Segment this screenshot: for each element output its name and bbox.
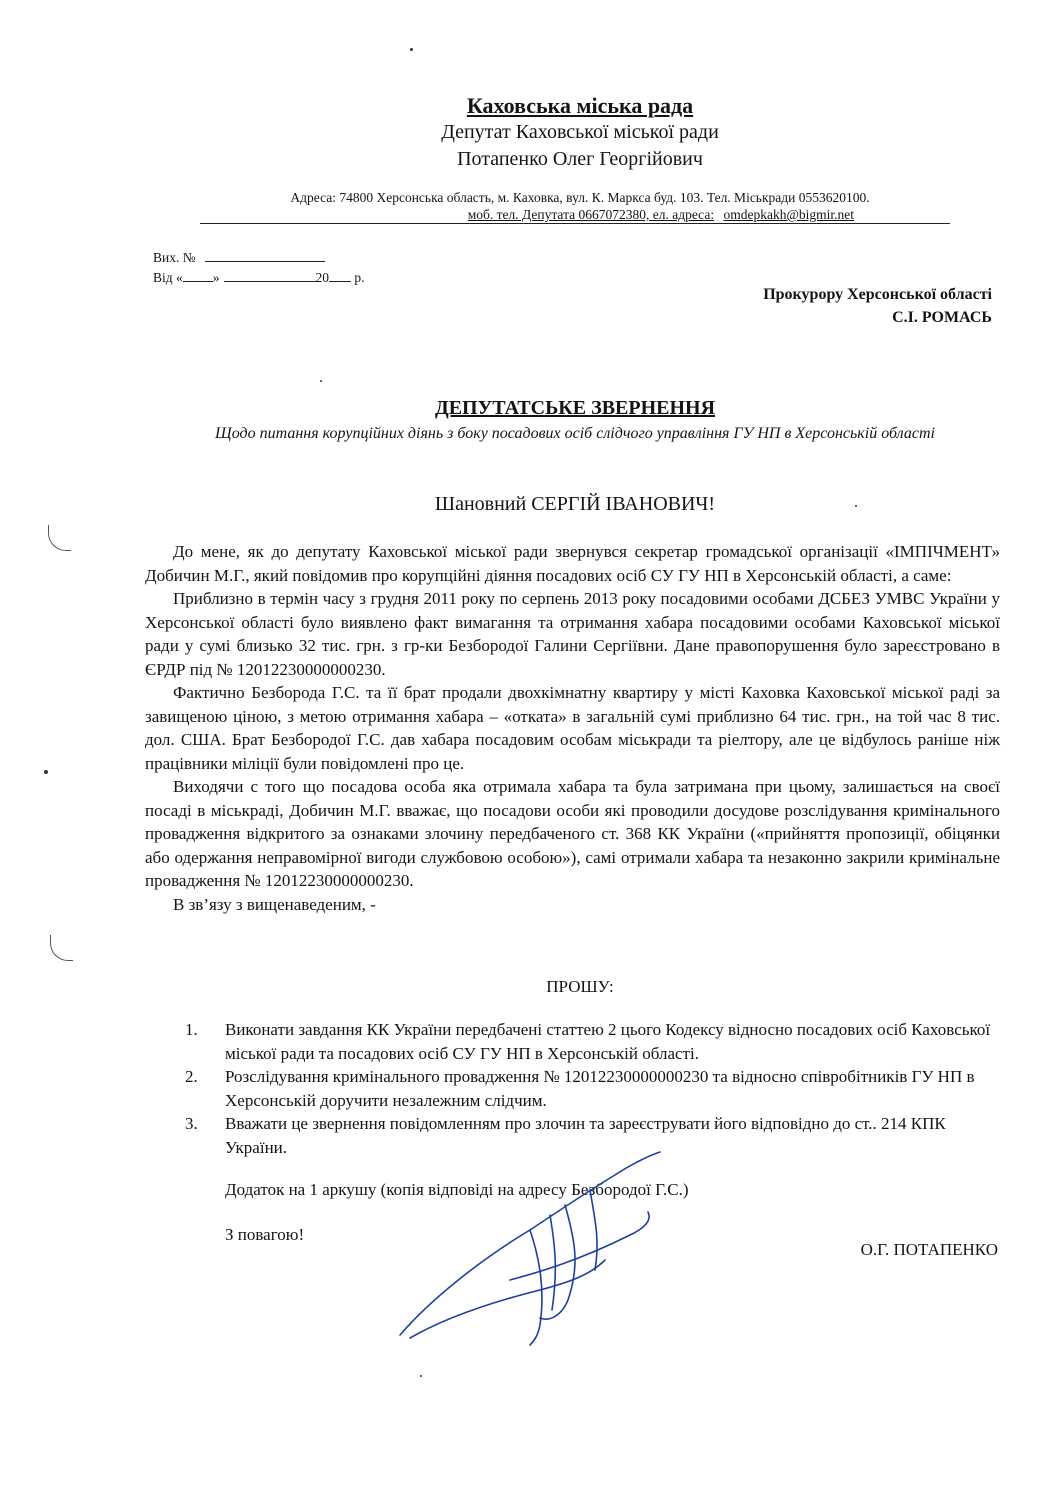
outgoing-number-label: Вих. № — [153, 250, 196, 265]
list-item-number: 2. — [185, 1067, 198, 1086]
list-item-text: Виконати завдання КК України передбачені статтею 2 цього Кодексу відносно посадових осіб Каховської міської ради та посадових осіб СУ ГУ НП в Херсонській області. — [225, 1020, 991, 1063]
address-line-2 — [200, 207, 950, 224]
document-subtitle: Щодо питання корупційних діянь з боку посадових осіб слідчого управління ГУ НП в Херсонській області — [215, 425, 935, 442]
body-paragraph: До мене, як до депутату Каховської міської ради звернувся секретар громадської організації «ІМПІЧМЕНТ» Добичин М.Г., який повідомив про корупційні діяння посадових осіб СУ ГУ НП в Херсонській області, а саме: — [145, 542, 1000, 585]
council-name: Каховська міська рада — [466, 93, 694, 118]
list-item-number: 1. — [185, 1020, 198, 1039]
date-mid: » — [212, 270, 220, 285]
list-item-text: Вважати це звернення повідомленням про злочин та зареєструвати його відповідно до ст.. 214 КПК України. — [225, 1114, 946, 1157]
request-heading: ПРОШУ: — [546, 977, 614, 996]
deputy-name: Потапенко Олег Георгійович — [457, 148, 703, 170]
outgoing-number — [153, 249, 325, 266]
recipient-block — [763, 283, 992, 329]
contact-phone-text: моб. тел. Депутата 0667072380, ел. адреса: — [467, 207, 715, 222]
closing-regards: З повагою! — [225, 1225, 305, 1244]
date-suffix: р. — [354, 270, 365, 285]
list-item-number: 3. — [185, 1114, 198, 1133]
recipient-line-1: Прокурору Херсонської області — [763, 286, 992, 303]
greeting: Шановний СЕРГІЙ ІВАНОВИЧ! — [434, 493, 716, 515]
address-line-1: Адреса: 74800 Херсонська область, м. Каховка, вул. К. Маркса буд. 103. Тел. Міськради 0553620100. — [290, 190, 870, 205]
request-list — [185, 1018, 1000, 1159]
body-text — [145, 540, 1000, 916]
body-paragraph: В зв’язу з вищенаведеним, - — [173, 894, 376, 914]
list-item-text: Розслідування кримінального провадження № 12012230000000230 та відносно співробітників ГУ НП в Херсонській доручити незалежним слідчим. — [225, 1067, 975, 1110]
recipient-line-2: С.І. РОМАСЬ — [892, 309, 992, 326]
attachment-note: Додаток на 1 аркушу (копія відповіді на адресу Безбородої Г.С.) — [225, 1180, 689, 1199]
body-paragraph: Приблизно в термін часу з грудня 2011 року по серпень 2013 року посадовими особами ДСБЕЗ УМВС України у Херсонської області було виявлено факт вимагання та отримання хабара посадовими особами Каховської міської ради у сумі близько 32 тис. грн. з гр-ки Безбородої Галини Сергіївни. Дане правопорушення було зареєстровано в ЄРДР під № 12012230000000230. — [145, 589, 1000, 679]
body-paragraph: Виходячи с того що посадова особа яка отримала хабара та була затримана при цьому, залишається на своєї посаді в міськраді, Добичин М.Г. вважає, що посадови особи які проводили досудове розслідування кримінального провадження відкритого за ознаками злочину передбаченого ст. 368 КК України («прийняття пропозиції, обіцянки або одержання неправомірної вигоди службовою особою»), самі отримали хабара та незаконно закрили кримінальне провадження № 12012230000000230. — [145, 777, 1000, 890]
outgoing-date — [153, 269, 365, 286]
body-paragraph: Фактично Безборода Г.С. та її брат продали двохкімнатну квартиру у місті Каховка Каховської міської раді за завищеною ціною, з метою отримання хабара – «отката» в загальній сумі приблизно 64 тис. грн., на той час 8 тис. дол. США. Брат Безбородої Г.С. дав хабара посадовим особам міськради та ріелтору, але це відбулось раніше ніж працівники міліції були повідомлені про це. — [145, 683, 1000, 773]
list-item — [185, 1018, 1000, 1065]
signer-name: О.Г. ПОТАПЕНКО — [860, 1240, 998, 1259]
signature — [390, 1150, 680, 1350]
date-prefix: Від « — [153, 270, 183, 285]
document-title: ДЕПУТАТСЬКЕ ЗВЕРНЕННЯ — [434, 397, 716, 419]
deputy-title: Депутат Каховської міської ради — [441, 121, 719, 143]
date-year: 20 — [315, 270, 329, 285]
contact-email: omdepkakh@bigmir.net — [723, 207, 854, 222]
list-item — [185, 1065, 1000, 1112]
